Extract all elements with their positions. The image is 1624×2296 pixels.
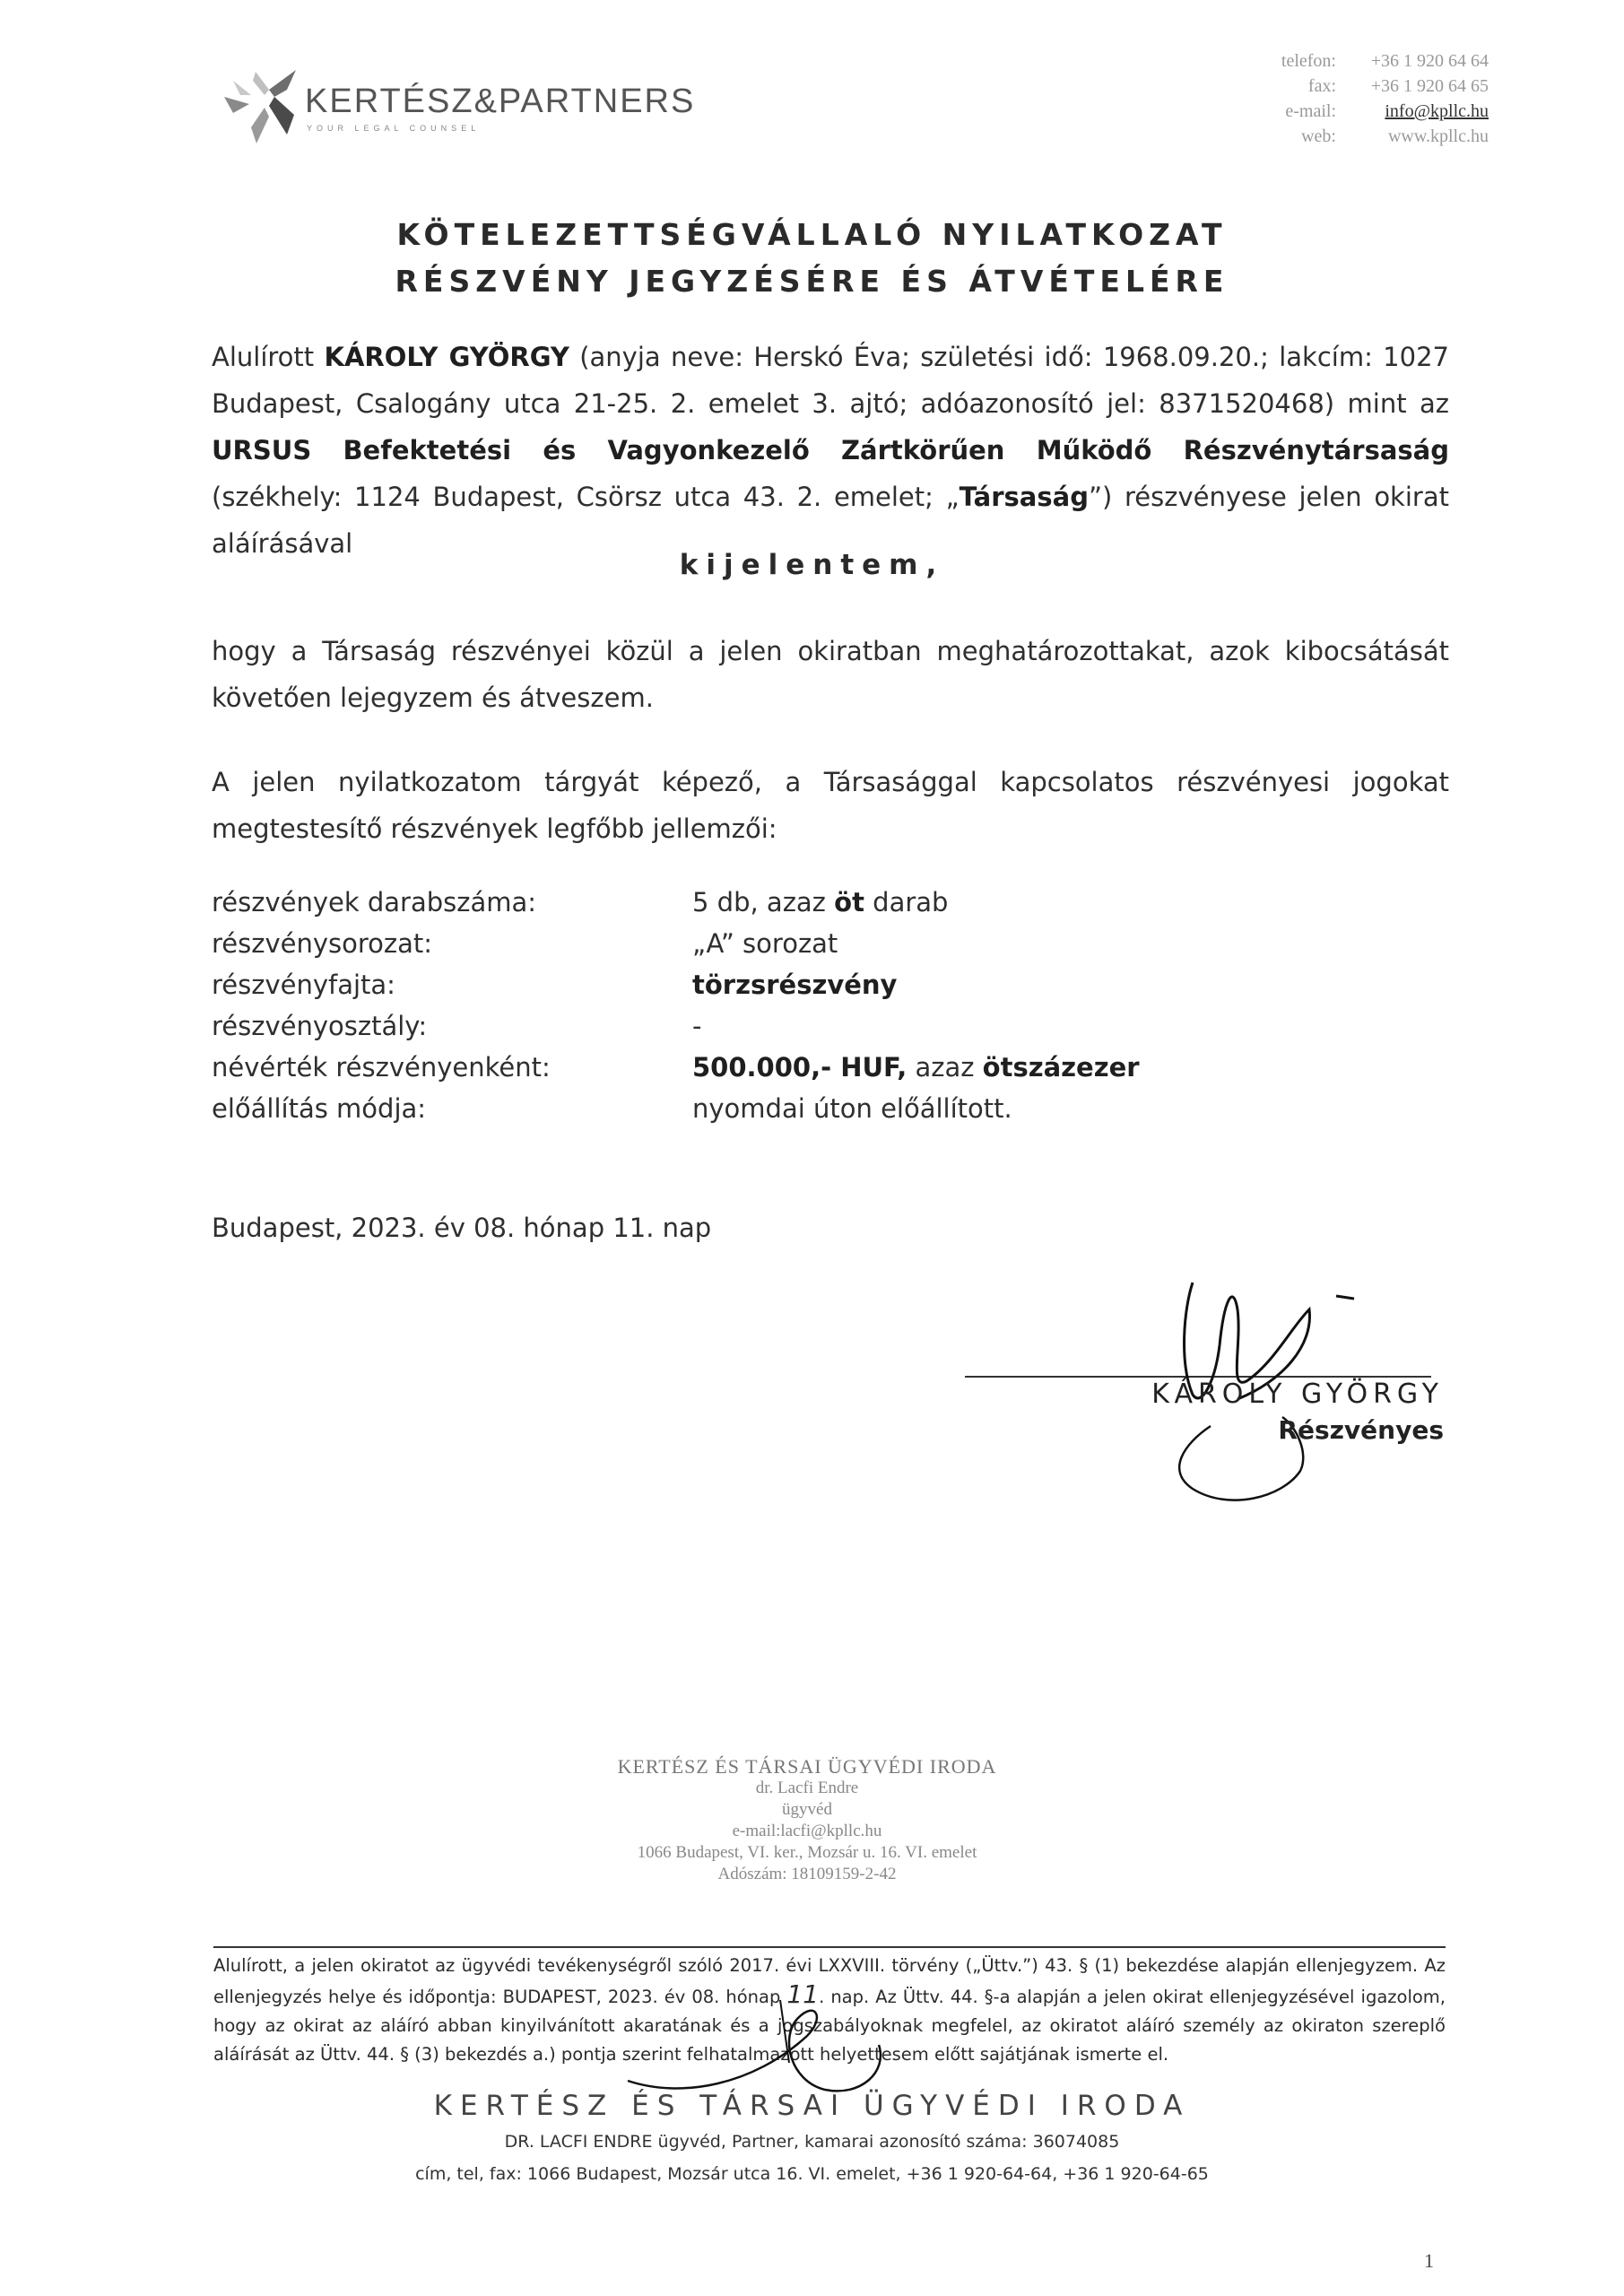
stamp-office: KERTÉSZ ÉS TÁRSAI ÜGYVÉDI IRODA <box>617 1755 997 1778</box>
contact-value: +36 1 920 64 65 <box>1370 76 1489 96</box>
email-link[interactable]: info@kpllc.hu <box>1385 101 1489 121</box>
share-nominal-amount: 500.000,- HUF, <box>692 1052 908 1083</box>
share-nominal-label: névérték részvényenként: <box>212 1052 551 1083</box>
declarant-name: KÁROLY GYÖRGY <box>324 342 569 372</box>
place-and-date: Budapest, 2023. év 08. hónap 11. nap <box>212 1213 712 1243</box>
title-line-1: KÖTELEZETTSÉGVÁLLALÓ NYILATKOZAT <box>396 217 1228 252</box>
share-count-words: öt <box>834 887 864 918</box>
share-row-series <box>212 923 1198 964</box>
share-series-value: „A” sorozat <box>692 928 838 959</box>
intro-text: (anyja neve: Herskó Éva; születési idő: 1968.09.20.; lakcím: 1027 Budapest, Csalogány utca 21-25. 2. emelet 3. ajtó; adóazonosító jel: 8371520468) mint az <box>212 342 1449 419</box>
share-type-value: törzsrészvény <box>692 970 898 1000</box>
contact-phone <box>1202 48 1489 74</box>
share-row-production <box>212 1088 1198 1129</box>
office-stamp <box>448 1756 1166 1885</box>
web-link[interactable]: www.kpllc.hu <box>1387 126 1489 146</box>
share-row-class <box>212 1005 1198 1047</box>
contact-label: telefon: <box>1281 51 1336 71</box>
company-short-name: Társaság <box>959 482 1089 512</box>
footer-rule <box>213 1946 1446 1948</box>
company-name: URSUS Befektetési és Vagyonkezelő Zártkörűen Működő Részvénytársaság <box>212 435 1449 465</box>
share-nominal-join: azaz <box>907 1052 983 1083</box>
contact-value: +36 1 920 64 64 <box>1370 51 1489 71</box>
stamp-lawyer: dr. Lacfi Endre <box>755 1779 859 1797</box>
share-nominal-value <box>692 1047 1198 1088</box>
footer-lawyer: DR. LACFI ENDRE ügyvéd, Partner, kamarai azonosító száma: 36074085 <box>504 2132 1120 2152</box>
share-count-unit: darab <box>864 887 949 918</box>
share-count-value <box>692 882 1198 923</box>
intro-text: (székhely: 1124 Budapest, Csörsz utca 43. 2. emelet; „ <box>212 482 960 512</box>
title-line-2: RÉSZVÉNY JEGYZÉSÉRE ÉS ÁTVÉTELÉRE <box>395 264 1229 299</box>
contact-label: web: <box>1301 126 1336 146</box>
share-details <box>212 882 1198 1129</box>
share-production-label: előállítás módja: <box>212 1093 427 1124</box>
share-row-nominal <box>212 1047 1198 1088</box>
share-type-label: részvényfajta: <box>212 970 395 1000</box>
countersign-day: 11 <box>786 1979 820 2009</box>
share-row-type <box>212 964 1198 1005</box>
share-class-label: részvényosztály: <box>212 1011 428 1041</box>
footer-address: cím, tel, fax: 1066 Budapest, Mozsár utca 16. VI. emelet, +36 1 920-64-64, +36 1 920-64-65 <box>415 2164 1209 2184</box>
stamp-title: ügyvéd <box>782 1800 832 1819</box>
contact-web <box>1202 124 1489 149</box>
contact-label: e-mail: <box>1285 101 1336 121</box>
intro-text: Alulírott <box>212 342 325 372</box>
statement-paragraph: hogy a Társaság részvényei közül a jelen okiratban meghatározottakat, azok kibocsátását követően lejegyzem és átveszem. <box>212 636 1449 713</box>
share-series-label: részvénysorozat: <box>212 928 433 959</box>
countersign-line-2: Az ellenjegyzés helye és időpontja: BUDAPEST, 2023. év 08. hónap <box>213 1955 1446 2007</box>
countersign-line-3: . nap. Az Üttv. 44. §-a alapján a jelen okirat ellenjegyzésével igazolom, hogy az okirat az aláíró abban kinyilvánított akaratának és a jogszabályoknak megfelel, az okiratot aláíró személy az okiraton szereplő aláírását az Üttv. 44. § (3) bekezdés a.) pontja szerint felhatalmazott helyettesem előtt sajátjának ismerte el. <box>213 1987 1446 2065</box>
share-nominal-words: ötszázezer <box>982 1052 1140 1083</box>
logo-mark-icon <box>215 63 300 152</box>
stamp-email: e-mail:lacfi@kpllc.hu <box>732 1822 882 1840</box>
firm-logo <box>215 63 696 152</box>
countersign-line-1: Alulírott, a jelen okiratot az ügyvédi tevékenységről szóló 2017. évi LXXVIII. törvény („Üttv.”) 43. § (1) bekezdése alapján ellenjegyzem. <box>213 1955 1419 1976</box>
signatory-name: KÁROLY GYÖRGY <box>1151 1378 1444 1410</box>
contact-email <box>1202 99 1489 124</box>
intro-paragraph <box>212 334 1449 567</box>
firm-tagline: YOUR LEGAL COUNSEL <box>307 124 481 133</box>
stamp-address: 1066 Budapest, VI. ker., Mozsár u. 16. VI. emelet <box>637 1843 977 1862</box>
contact-label: fax: <box>1307 76 1336 96</box>
footer-office-name: KERTÉSZ ÉS TÁRSAI ÜGYVÉDI IRODA <box>433 2090 1191 2122</box>
countersignature-scribble <box>574 1982 1022 2108</box>
declaration-heading: kijelentem, <box>679 549 945 581</box>
share-count-number: 5 db, azaz <box>692 887 835 918</box>
document-title <box>0 212 1624 305</box>
share-class-value: - <box>692 1011 702 1041</box>
page-number: 1 <box>1424 2249 1434 2272</box>
share-row-count <box>212 882 1198 923</box>
stamp-tax: Adószám: 18109159-2-42 <box>717 1865 897 1883</box>
signatory-role: Részvényes <box>1278 1415 1444 1445</box>
firm-name: KERTÉSZ&PARTNERS <box>305 83 696 120</box>
shares-intro-paragraph: A jelen nyilatkozatom tárgyát képező, a Társasággal kapcsolatos részvényesi jogokat megtestesítő részvények legfőbb jellemzői: <box>212 767 1449 844</box>
share-count-label: részvények darabszáma: <box>212 887 537 918</box>
intro-text: ”) részvényese jelen okirat aláírásával <box>212 482 1449 559</box>
share-production-value: nyomdai úton előállított. <box>692 1093 1012 1124</box>
contact-block <box>1202 48 1489 149</box>
contact-fax <box>1202 74 1489 99</box>
